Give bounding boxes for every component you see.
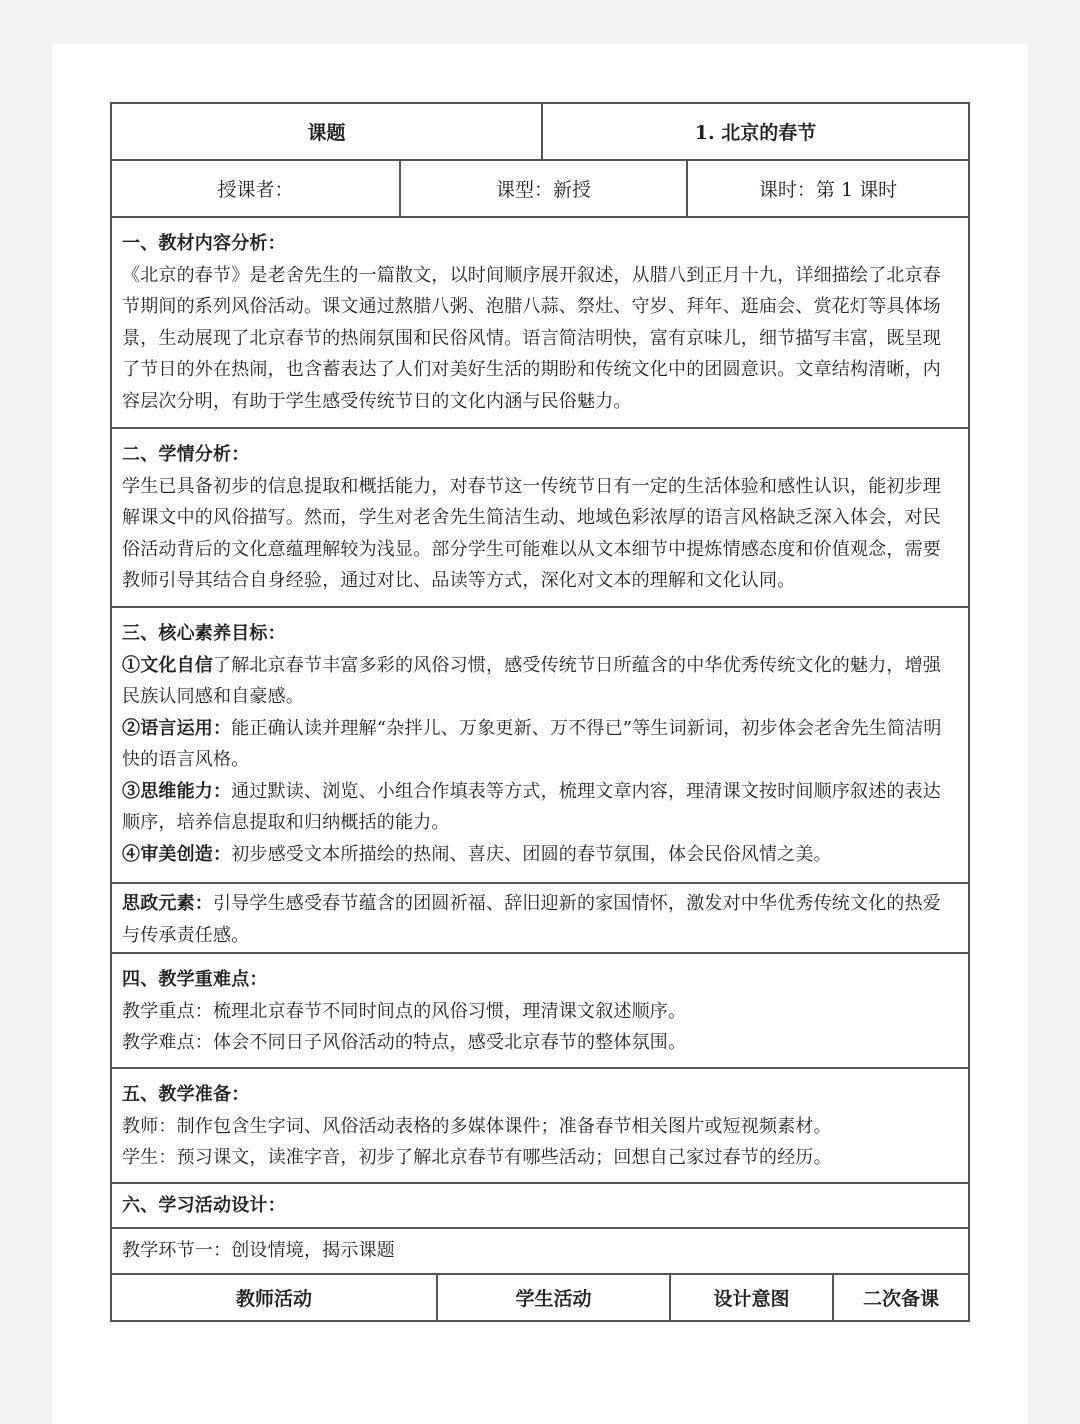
goal-label: ①文化自信: [122, 654, 213, 676]
section-key-difficult: [112, 954, 968, 1069]
ideology-label: 思政元素：: [122, 893, 213, 914]
teacher-cell: 授课者：: [217, 179, 294, 201]
ideology-content: [112, 884, 968, 952]
goal-text: 能正确认读并理解“杂拌儿、万象更新、万不得已”等生词新词，初步体会老舍先生简洁明快的语言风格。: [122, 717, 942, 770]
goal-text: 初步感受文本所描绘的热闹、喜庆、团圆的春节氛围，体会民俗风情之美。: [231, 843, 832, 865]
topic-value: 1. 北京的春节: [541, 104, 968, 159]
section-preparation: [112, 1069, 968, 1184]
goal-text: 了解北京春节丰富多彩的风俗习惯，感受传统节日所蕴含的中华优秀传统文化的魅力，增强民族认同感和自豪感。: [122, 654, 941, 707]
preparation-content: [112, 1069, 842, 1182]
lesson-type-cell: 课型：新授: [399, 161, 686, 216]
column-design-intent: 设计意图: [669, 1275, 832, 1320]
section-heading: 五、教学准备：: [122, 1084, 250, 1105]
section-body: 《北京的春节》是老舍先生的一篇散文，以时间顺序展开叙述，从腊八到正月十九，详细描绘了北京春节期间的系列风俗活动。课文通过熬腊八粥、泡腊八蒜、祭灶、守岁、拜年、逛庙会、赏花灯等具体场景，生动展现了北京春节的热闹氛围和民俗风情。语言简洁明快，富有京味儿，细节描写丰富，既呈现了节日的外在热闹，也含蓄表达了人们对美好生活的期盼和传统文化中的团圆意识。文章结构清晰，内容层次分明，有助于学生感受传统节日的文化内涵与民俗魅力。: [122, 264, 941, 412]
ideology-body: 引导学生感受春节蕴含的团圆祈福、辞旧迎新的家国情怀，激发对中华优秀传统文化的热爱与传承责任感。: [122, 893, 941, 946]
goal-item: [122, 650, 958, 713]
student-prep: 学生：预习课文，读准字音，初步了解北京春节有哪些活动；回想自己家过春节的经历。: [122, 1147, 832, 1168]
topic-label: 课题: [307, 122, 346, 144]
section-body: 学生已具备初步的信息提取和概括能力，对春节这一传统节日有一定的生活体验和感性认识，能初步理解课文中的风俗描写。然而，学生对老舍先生简洁生动、地域色彩浓厚的语言风格缺乏深入体会，对民俗活动背后的文化意蕴理解较为浅显。部分学生可能难以从文本细节中提炼情感态度和价值观念，需要教师引导其结合自身经验，通过对比、品读等方式，深化对文本的理解和文化认同。: [122, 475, 941, 591]
section-material-analysis: [112, 218, 968, 429]
core-goals-content: [112, 608, 968, 882]
teaching-step-cell: [112, 1229, 405, 1273]
goal-item: [122, 776, 958, 839]
section-heading: 三、核心素养目标：: [122, 623, 286, 644]
column-second-prep: 二次备课: [832, 1275, 968, 1320]
section-ideology: [112, 884, 968, 954]
learner-analysis-content: [112, 429, 968, 606]
section-heading: 四、教学重难点：: [122, 969, 268, 990]
goal-label: ③思维能力：: [122, 780, 232, 802]
activity-columns-row: [112, 1275, 968, 1320]
teaching-step-row: [112, 1229, 968, 1275]
section-activity-design: [112, 1184, 968, 1229]
lesson-hours-cell: 课时：第 1 课时: [686, 161, 968, 216]
meta-row: [112, 161, 968, 218]
key-point: 教学重点：梳理北京春节不同时间点的风俗习惯，理清课文叙述顺序。: [122, 1000, 687, 1022]
material-analysis-content: [112, 218, 968, 427]
goal-item: [122, 839, 958, 871]
section-core-goals: [112, 608, 968, 884]
section-heading: 六、学习活动设计：: [122, 1195, 286, 1216]
teaching-step-text: 教学环节一：创设情境，揭示课题: [122, 1240, 395, 1261]
goal-label: ④审美创造：: [122, 843, 232, 865]
key-difficult-content: [112, 954, 696, 1067]
goal-text: 通过默读、浏览、小组合作填表等方式，梳理文章内容，理清课文按时间顺序叙述的表达顺序，培养信息提取和归纳概括的能力。: [122, 780, 941, 833]
lesson-plan-table: [110, 102, 970, 1322]
difficult-point: 教学难点：体会不同日子风俗活动的特点，感受北京春节的整体氛围。: [122, 1032, 687, 1053]
section-heading: 一、教材内容分析：: [122, 233, 286, 254]
goal-label: ②语言运用：: [122, 717, 232, 739]
activity-design-heading-cell: [112, 1184, 296, 1227]
column-teacher-activity: 教师活动: [235, 1288, 312, 1310]
topic-row: [112, 104, 968, 161]
ideology-text: [122, 888, 958, 951]
section-heading: 二、学情分析：: [122, 444, 250, 465]
section-learner-analysis: [112, 429, 968, 608]
goal-item: [122, 713, 958, 776]
teacher-prep: 教师：制作包含生字词、风俗活动表格的多媒体课件；准备春节相关图片或短视频素材。: [122, 1115, 832, 1137]
column-student-activity: 学生活动: [436, 1275, 669, 1320]
